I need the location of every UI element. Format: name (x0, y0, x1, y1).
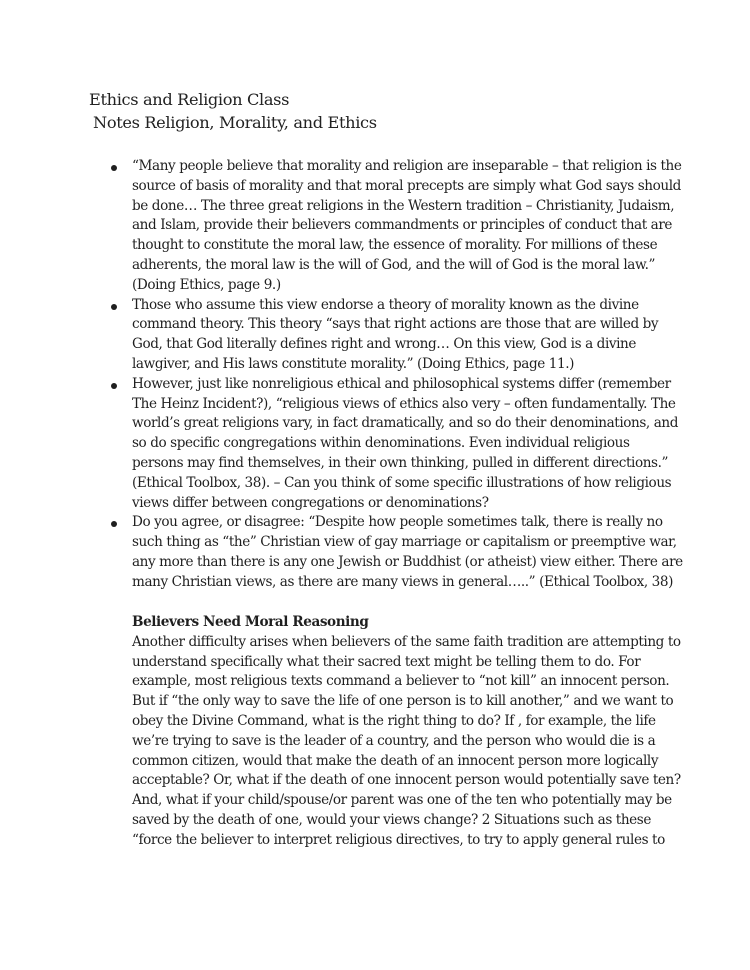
text-line: Those who assume this view endorse a theory of morality known as the divine (132, 296, 639, 313)
bullet-list (0, 157, 750, 593)
text-line: example, most religious texts command a believer to “not kill” an innocent person. (132, 673, 670, 690)
section-believers-need-moral-reasoning (0, 613, 750, 851)
text-line: understand specifically what their sacred text might be telling them to do. For (132, 653, 641, 670)
text-line: be done… The three great religions in the Western tradition – Christianity, Judaism, (132, 197, 675, 214)
text-line: any more than there is any one Jewish or Buddhist (or atheist) view either. There are (132, 553, 683, 570)
text-line: views differ between congregations or denominations? (132, 494, 489, 511)
bullet-dot-icon (111, 165, 117, 171)
text-line: Do you agree, or disagree: “Despite how people sometimes talk, there is really no (132, 514, 663, 531)
text-line: God, that God literally defines right and wrong… On this view, God is a divine (132, 336, 637, 353)
text-line: source of basis of morality and that moral precepts are simply what God says should (132, 177, 681, 194)
document-subtitle: Notes Religion, Morality, and Ethics (93, 113, 377, 132)
text-line: obey the Divine Command, what is the right thing to do? If , for example, the life (132, 712, 656, 729)
text-line: such thing as “the” Christian view of gay marriage or capitalism or preemptive war, (132, 534, 677, 551)
text-line: The Heinz Incident?), “religious views of ethics also very – often fundamentally. The (132, 395, 676, 412)
text-line: persons may find themselves, in their own thinking, pulled in different directions.” (132, 454, 669, 471)
text-line: lawgiver, and His laws constitute morality.” (Doing Ethics, page 11.) (132, 355, 575, 372)
text-line: many Christian views, as there are many views in general…..” (Ethical Toolbox, 38) (132, 573, 673, 590)
text-line: “Many people believe that morality and religion are inseparable – that religion is the (132, 158, 682, 174)
text-line: saved by the death of one, would your views change? 2 Situations such as these (132, 811, 651, 828)
text-line: command theory. This theory “says that right actions are those that are willed by (132, 316, 659, 333)
text-line: we’re trying to save is the leader of a country, and the person who would die is a (132, 732, 656, 749)
section-heading: Believers Need Moral Reasoning (132, 614, 369, 630)
text-line: (Ethical Toolbox, 38). – Can you think of some specific illustrations of how religious (132, 474, 672, 491)
bullet-dot-icon (111, 383, 117, 389)
text-line: thought to constitute the moral law, the essence of morality. For millions of these (132, 237, 658, 254)
bullet-item (0, 157, 750, 296)
bullet-item (0, 513, 750, 592)
text-line: “force the believer to interpret religious directives, to try to apply general rules to (132, 831, 665, 848)
text-line: Another difficulty arises when believers of the same faith tradition are attempting to (132, 633, 681, 650)
text-line: acceptable? Or, what if the death of one innocent person would potentially save ten? (132, 772, 681, 789)
text-line: world’s great religions vary, in fact dramatically, and so do their denominations, and (132, 415, 679, 432)
text-line: (Doing Ethics, page 9.) (132, 276, 281, 293)
text-line: and Islam, provide their believers commandments or principles of conduct that are (132, 217, 673, 234)
document-title: Ethics and Religion Class (89, 90, 290, 109)
bullet-dot-icon (111, 304, 117, 310)
bullet-dot-icon (111, 521, 117, 527)
text-line: so do specific congregations within denominations. Even individual religious (132, 435, 630, 452)
text-line: But if “the only way to save the life of one person is to kill another,” and we want to (132, 693, 674, 710)
text-line: common citizen, would that make the death of an innocent person more logically (132, 752, 659, 769)
bullet-item (0, 296, 750, 375)
bullet-item (0, 375, 750, 514)
text-line: adherents, the moral law is the will of God, and the will of God is the moral law.” (132, 256, 656, 273)
text-line: And, what if your child/spouse/or parent was one of the ten who potentially may be (132, 792, 672, 809)
text-line: However, just like nonreligious ethical and philosophical systems differ (remember (132, 375, 671, 392)
